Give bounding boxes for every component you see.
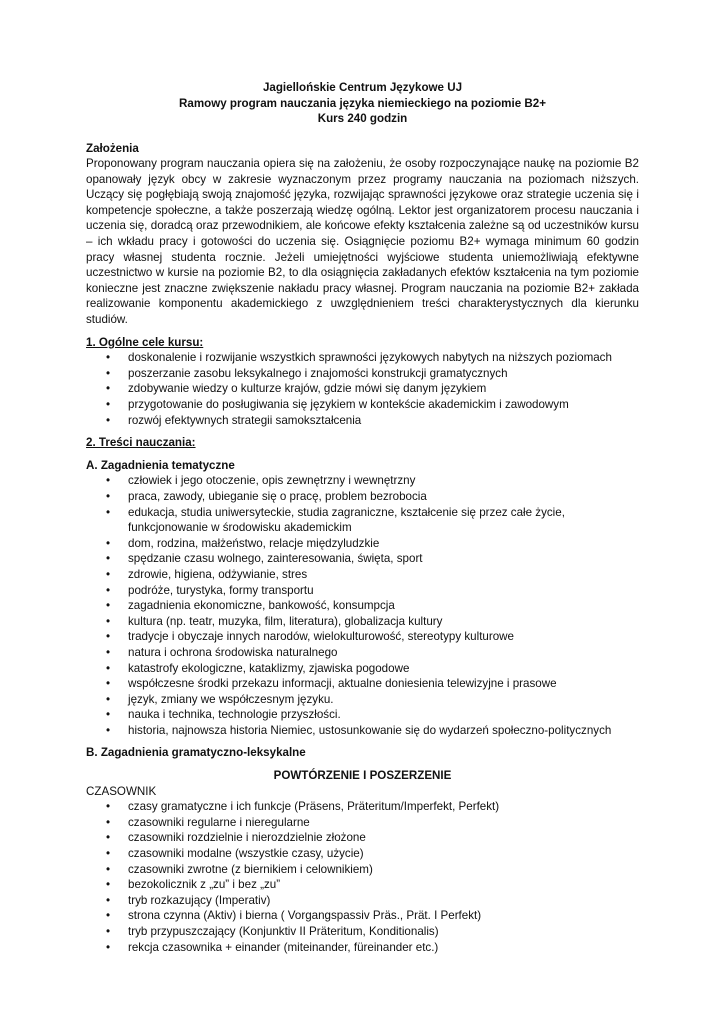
- bullet-icon: •: [106, 893, 111, 907]
- list-item: [86, 397, 639, 413]
- list-item-text: język, zmiany we współczesnym języku.: [128, 692, 334, 706]
- list-item: [86, 846, 639, 862]
- list-item-text: nauka i technika, technologie przyszłości.: [128, 708, 341, 722]
- content-section: [86, 435, 639, 451]
- bullet-icon: •: [106, 382, 111, 396]
- bullet-icon: •: [106, 847, 111, 861]
- list-item: [86, 473, 639, 489]
- list-item-text: podróże, turystyka, formy transportu: [128, 583, 314, 597]
- list-item: [86, 924, 639, 940]
- bullet-icon: •: [106, 583, 111, 597]
- list-item: [86, 940, 639, 956]
- bullet-icon: •: [106, 661, 111, 675]
- list-item-text: rekcja czasownika + einander (miteinander, füreinander etc.): [128, 940, 439, 954]
- list-item-text: poszerzanie zasobu leksykalnego i znajomości konstrukcji gramatycznych: [128, 366, 508, 380]
- topics-list: [86, 473, 639, 738]
- bullet-icon: •: [106, 940, 111, 954]
- goals-list: [86, 350, 639, 428]
- list-item-text: zagadnienia ekonomiczne, bankowość, konsumpcja: [128, 599, 395, 613]
- bullet-icon: •: [106, 366, 111, 380]
- list-item: [86, 830, 639, 846]
- bullet-icon: •: [106, 614, 111, 628]
- list-item-text: czasowniki rozdzielnie i nierozdzielnie złożone: [128, 831, 366, 845]
- list-item: [86, 536, 639, 552]
- bullet-icon: •: [106, 692, 111, 706]
- list-item: [86, 862, 639, 878]
- goals-section: [86, 335, 639, 429]
- bullet-icon: •: [106, 723, 111, 737]
- bullet-icon: •: [106, 474, 111, 488]
- list-item: [86, 629, 639, 645]
- list-item: [86, 583, 639, 599]
- list-item: [86, 877, 639, 893]
- course-hours: Kurs 240 godzin: [317, 112, 408, 125]
- bullet-icon: •: [106, 925, 111, 938]
- list-item: [86, 489, 639, 505]
- zalozenia-section: [86, 141, 639, 328]
- list-item: [86, 598, 639, 614]
- list-item-text: czasowniki regularne i nieregularne: [128, 815, 310, 829]
- list-item-text: doskonalenie i rozwijanie wszystkich sprawności językowych nabytych na niższych poziomach: [128, 351, 612, 365]
- bullet-icon: •: [106, 909, 111, 923]
- list-item-text: przygotowanie do posługiwania się językiem w kontekście akademickim i zawodowym: [128, 398, 569, 411]
- bullet-icon: •: [106, 630, 111, 644]
- list-item: [86, 815, 639, 831]
- list-item-text: tradycje i obyczaje innych narodów, wielokulturowość, stereotypy kulturowe: [128, 630, 515, 644]
- list-item-text: strona czynna (Aktiv) i bierna ( Vorgangspassiv Präs., Prät. I Perfekt): [128, 909, 482, 923]
- goals-title: 1. Ogólne cele kursu:: [86, 335, 204, 349]
- grammar-group-label: CZASOWNIK: [86, 784, 157, 798]
- topics-section: [86, 458, 639, 739]
- list-item: [86, 799, 639, 815]
- list-item-text: rozwój efektywnych strategii samokształcenia: [128, 413, 362, 427]
- grammar-list: [86, 799, 639, 955]
- bullet-icon: •: [106, 489, 111, 503]
- topics-title: A. Zagadnienia tematyczne: [86, 458, 235, 472]
- bullet-icon: •: [106, 351, 111, 365]
- list-item-text: współczesne środki przekazu informacji, aktualne doniesienia telewizyjne i prasowe: [128, 677, 557, 691]
- list-item: [86, 567, 639, 583]
- list-item-text: praca, zawody, ubieganie się o pracę, problem bezrobocia: [128, 489, 427, 503]
- list-item-text: zdrowie, higiena, odżywianie, stres: [128, 567, 308, 581]
- list-item: [86, 645, 639, 661]
- list-item-text: zdobywanie wiedzy o kulturze krajów, gdzie mówi się danym językiem: [128, 382, 487, 396]
- list-item: [86, 381, 639, 397]
- list-item-text: historia, najnowsza historia Niemiec, ustosunkowanie się do wydarzeń społeczno-politycznych: [128, 723, 612, 737]
- zalozenia-title: Założenia: [86, 141, 139, 155]
- list-item-text: edukacja, studia uniwersyteckie, studia zagraniczne, kształcenie się przez całe życie, funkcjonowanie w środowisku akademickim: [128, 505, 565, 535]
- list-item: [86, 661, 639, 677]
- list-item: [86, 551, 639, 567]
- bullet-icon: •: [106, 708, 111, 722]
- list-item-text: czasy gramatyczne i ich funkcje (Präsens, Präteritum/Imperfekt, Perfekt): [128, 800, 500, 814]
- list-item: [86, 723, 639, 739]
- document-header: [86, 80, 639, 127]
- list-item-text: natura i ochrona środowiska naturalnego: [128, 645, 338, 659]
- bullet-icon: •: [106, 398, 111, 411]
- bullet-icon: •: [106, 413, 111, 427]
- list-item: [86, 614, 639, 630]
- zalozenia-text: Proponowany program nauczania opiera się na założeniu, że osoby rozpoczynające naukę na poziomie B2 opanowały język obcy w zakresie wyznaczonym przez programy nauczania na poziomach niższych. Uczący się pogłębiają swoją znajomość języka, rozwijając sprawności językowe oraz strategie uczenia się i kompetencje społeczne, a także poszerzają wiedzę ogólną. Lektor jest organizatorem procesu nauczania i uczenia się, doradcą oraz przewodnikiem, ale końcowe efekty kształcenia zależne są od uczestników kursu – ich wkładu pracy i gotowości do uczenia się. Osiągnięcie poziomu B2+ wymaga minimum 60 godzin pracy własnej studenta rocznie. Jeżeli umiejętności wyjściowe studenta uniemożliwiają efektywne uczestnictwo w kursie na poziomie B2, to dla osiągnięcia zakładanych efektów kształcenia na tym poziomie konieczne jest znaczne zwiększenie nakładu pracy własnej. Program nauczania na poziomie B2+ zakłada realizowanie komponentu akademickiego z uwzględnieniem treści charakterystycznych dla kierunku studiów.: [86, 157, 639, 327]
- institution-name: Jagiellońskie Centrum Językowe UJ: [262, 81, 463, 94]
- content-title: 2. Treści nauczania:: [86, 436, 196, 450]
- list-item: [86, 366, 639, 382]
- bullet-icon: •: [106, 677, 111, 691]
- list-item-text: człowiek i jego otoczenie, opis zewnętrzny i wewnętrzny: [128, 474, 416, 488]
- list-item-text: spędzanie czasu wolnego, zainteresowania, święta, sport: [128, 552, 423, 566]
- list-item-text: dom, rodzina, małżeństwo, relacje międzyludzkie: [128, 536, 380, 550]
- list-item: [86, 692, 639, 708]
- grammar-section: [86, 745, 639, 955]
- list-item: [86, 676, 639, 692]
- list-item-text: tryb przypuszczający (Konjunktiv II Präteritum, Konditionalis): [128, 925, 439, 938]
- list-item: [86, 908, 639, 924]
- bullet-icon: •: [106, 862, 111, 876]
- bullet-icon: •: [106, 567, 111, 581]
- bullet-icon: •: [106, 800, 111, 814]
- grammar-title: B. Zagadnienia gramatyczno-leksykalne: [86, 746, 306, 760]
- program-title: Ramowy program nauczania języka niemieckiego na poziomie B2+: [179, 96, 546, 110]
- list-item: [86, 350, 639, 366]
- bullet-icon: •: [106, 831, 111, 845]
- list-item: [86, 707, 639, 723]
- list-item-text: czasowniki modalne (wszystkie czasy, użycie): [128, 847, 364, 861]
- bullet-icon: •: [106, 599, 111, 613]
- bullet-icon: •: [106, 505, 111, 519]
- bullet-icon: •: [106, 815, 111, 829]
- list-item-text: bezokolicznik z „zu” i bez „zu”: [128, 878, 281, 892]
- list-item-text: kultura (np. teatr, muzyka, film, literatura), globalizacja kultury: [128, 614, 443, 628]
- grammar-heading: POWTÓRZENIE I POSZERZENIE: [273, 769, 452, 783]
- list-item: [86, 505, 639, 536]
- list-item-text: czasowniki zwrotne (z biernikiem i celownikiem): [128, 862, 373, 876]
- bullet-icon: •: [106, 536, 111, 550]
- bullet-icon: •: [106, 645, 111, 659]
- list-item: [86, 413, 639, 429]
- bullet-icon: •: [106, 878, 111, 892]
- bullet-icon: •: [106, 552, 111, 566]
- list-item-text: tryb rozkazujący (Imperativ): [128, 893, 271, 907]
- list-item-text: katastrofy ekologiczne, kataklizmy, zjawiska pogodowe: [128, 661, 410, 675]
- list-item: [86, 893, 639, 909]
